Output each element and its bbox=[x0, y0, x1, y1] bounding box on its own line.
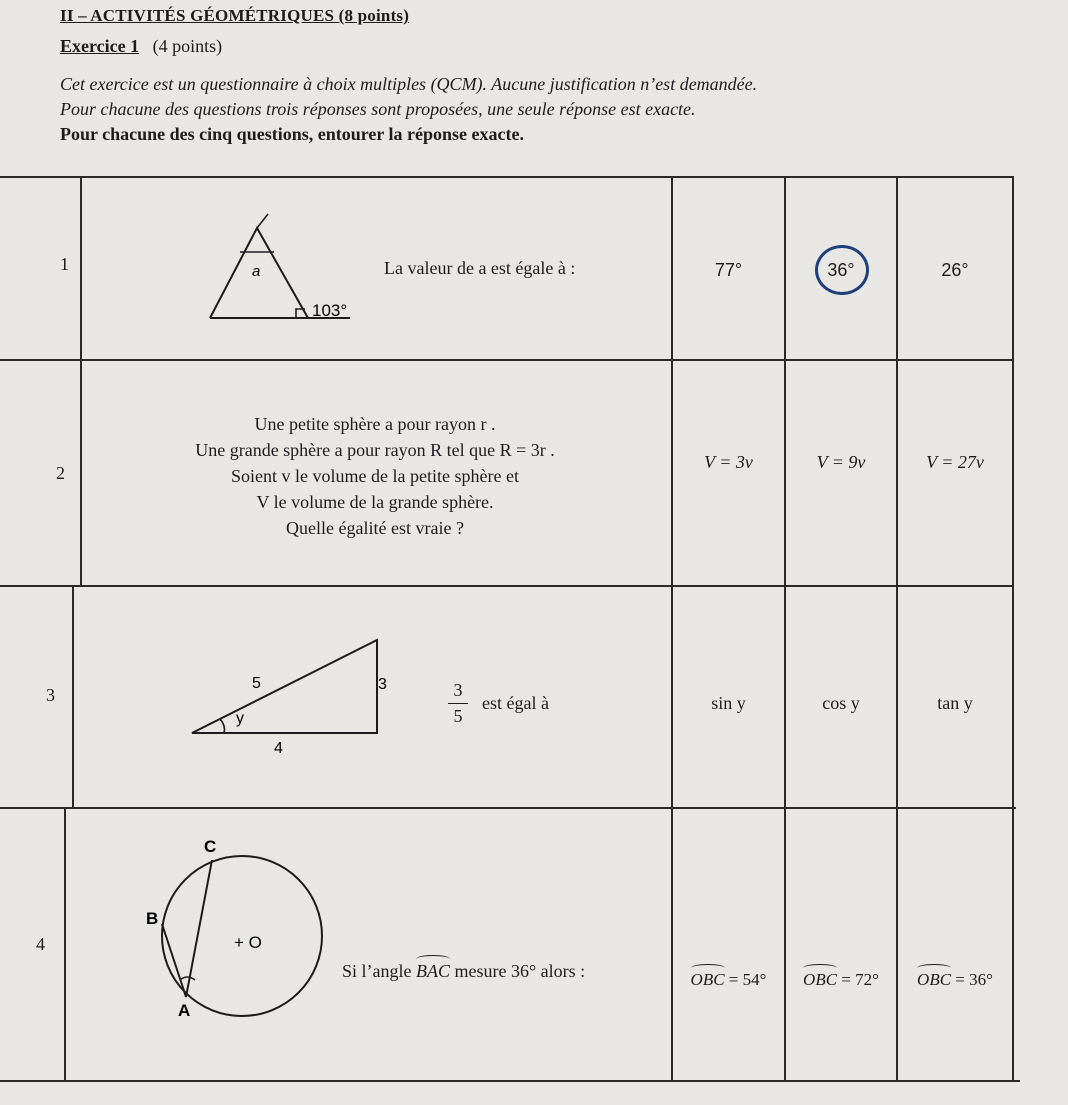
question-text-line: Soient v le volume de la petite sphère et bbox=[231, 466, 519, 486]
question-number: 1 bbox=[60, 254, 69, 274]
intro-line-3: Pour chacune des cinq questions, entourer la réponse exacte. bbox=[60, 124, 524, 144]
angle-obc: OBC bbox=[917, 970, 952, 989]
choice-c[interactable]: 26° bbox=[941, 260, 969, 280]
choice-b[interactable]: cos y bbox=[822, 693, 860, 713]
angle-obc: OBC bbox=[803, 970, 838, 989]
table-border-top bbox=[0, 176, 1012, 178]
intro-line-2: Pour chacune des questions trois réponses sont proposées, une seule réponse est exacte. bbox=[60, 99, 696, 119]
choice-c[interactable]: V = 27v bbox=[926, 452, 984, 472]
choice-b[interactable] bbox=[786, 970, 896, 990]
question-text-prefix: Si l’angle bbox=[342, 961, 412, 981]
exercise-heading bbox=[60, 36, 222, 57]
right-triangle-figure bbox=[180, 632, 400, 762]
col-divider bbox=[896, 176, 898, 1082]
point-label-b: B bbox=[146, 909, 159, 928]
angle-label-a: a bbox=[252, 263, 261, 280]
exercise-points: (4 points) bbox=[152, 36, 223, 56]
choice-value: = 72° bbox=[841, 970, 879, 989]
col-divider bbox=[64, 808, 66, 1082]
question-text-line: Une petite sphère a pour rayon r . bbox=[254, 414, 496, 434]
table-border-bottom bbox=[0, 1080, 1020, 1082]
choice-a[interactable]: V = 3v bbox=[704, 452, 753, 472]
question-number: 2 bbox=[56, 463, 65, 483]
angle-obc: OBC bbox=[690, 970, 725, 989]
fraction-numerator: 3 bbox=[453, 680, 463, 700]
intro-line-1: Cet exercice est un questionnaire à choix multiples (QCM). Aucune justification n’est demandée. bbox=[60, 74, 758, 94]
row-divider bbox=[0, 359, 1012, 361]
angle-label-y: y bbox=[236, 710, 244, 727]
side-label-base: 4 bbox=[274, 740, 283, 757]
fraction-bar bbox=[448, 703, 468, 704]
col-divider bbox=[784, 176, 786, 1082]
question-text-line: Une grande sphère a pour rayon R tel que R = 3r . bbox=[195, 440, 555, 460]
question-text bbox=[342, 961, 585, 982]
choice-c[interactable]: tan y bbox=[937, 693, 973, 713]
col-divider bbox=[1012, 176, 1014, 1082]
point-label-o: + O bbox=[234, 933, 262, 952]
point-label-a: A bbox=[178, 1001, 191, 1020]
choice-value: = 36° bbox=[955, 970, 993, 989]
question-text: est égal à bbox=[482, 693, 549, 713]
triangle-figure bbox=[200, 212, 370, 330]
choice-b[interactable]: V = 9v bbox=[816, 452, 866, 472]
angle-bac: BAC bbox=[416, 961, 450, 981]
exercise-label: Exercice 1 bbox=[60, 36, 140, 56]
question-text-line: Quelle égalité est vraie ? bbox=[286, 518, 464, 538]
choice-value: = 54° bbox=[728, 970, 767, 989]
fraction bbox=[448, 680, 468, 727]
section-title: II – ACTIVITÉS GÉOMÉTRIQUES (8 points) bbox=[60, 6, 410, 25]
question-number: 4 bbox=[36, 934, 45, 954]
choice-a[interactable]: 77° bbox=[714, 260, 743, 280]
choice-c[interactable] bbox=[898, 970, 1012, 990]
choice-a[interactable] bbox=[673, 970, 784, 990]
row-divider bbox=[0, 585, 1014, 587]
fraction-denominator: 5 bbox=[453, 706, 463, 726]
question-text: La valeur de a est égale à : bbox=[384, 258, 576, 278]
choice-b[interactable]: 36° bbox=[827, 260, 855, 280]
point-label-c: C bbox=[204, 837, 217, 856]
angle-label-103: 103° bbox=[312, 301, 348, 320]
side-label-opposite: 3 bbox=[378, 676, 387, 693]
question-text-suffix: mesure 36° alors : bbox=[454, 961, 586, 981]
row-divider bbox=[0, 807, 1016, 809]
question-text-line: V le volume de la grande sphère. bbox=[256, 492, 494, 512]
side-label-hyp: 5 bbox=[252, 675, 261, 692]
choice-a[interactable]: sin y bbox=[711, 693, 746, 713]
question-number: 3 bbox=[46, 685, 55, 705]
col-divider bbox=[72, 586, 74, 808]
col-divider bbox=[671, 176, 673, 1082]
circle-figure bbox=[140, 830, 340, 1025]
